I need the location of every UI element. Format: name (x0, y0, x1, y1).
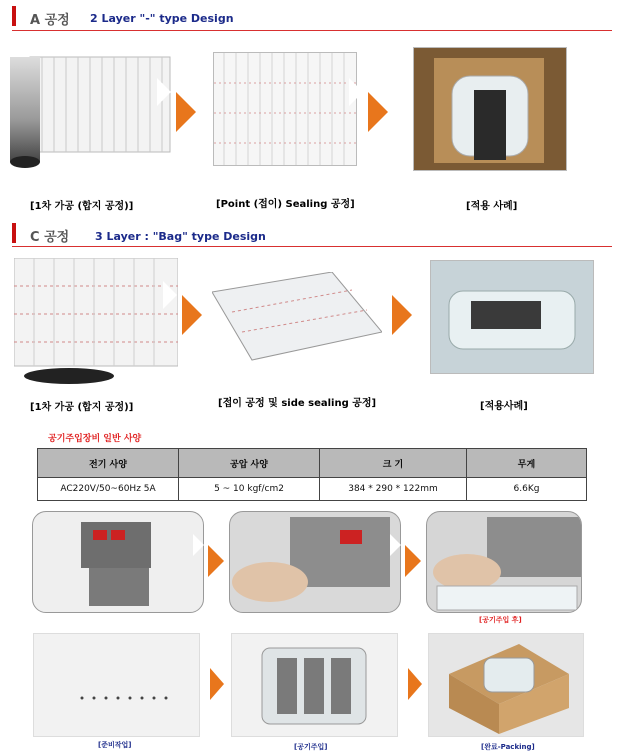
section-a-title: A 공정 (30, 13, 70, 28)
arrow-c2 (392, 295, 412, 335)
inflated-bag-photo (231, 633, 398, 737)
caption-inflation: [공기주입] (294, 743, 328, 751)
spec-header-electric: 전기 사양 (38, 449, 179, 478)
spec-header-size: 크 기 (320, 449, 467, 478)
inflating-photo (229, 511, 401, 613)
packing-photo (428, 633, 584, 737)
section-c-divider (12, 246, 612, 247)
film-roll-image-c (14, 258, 178, 386)
arrow-p3 (210, 668, 224, 700)
film-roll-image (10, 52, 175, 172)
arrow-c1 (182, 295, 202, 335)
section-a-subtitle: 2 Layer "-" type Design (90, 12, 234, 25)
prep-photo (33, 633, 200, 737)
spec-table (37, 448, 587, 501)
caption-prep: [준비작업] (98, 741, 132, 749)
application-photo-c (430, 260, 594, 374)
arrow-a2 (368, 92, 388, 132)
section-c-title: C 공정 (30, 230, 70, 245)
caption-a-2: [Point (접이) Sealing 공정] (216, 199, 355, 210)
spec-weight-value: 6.6Kg (467, 478, 587, 501)
arrow-p1 (208, 545, 224, 577)
caption-c-2: [접이 공정 및 side sealing 공정] (218, 398, 377, 409)
arrow-p4 (408, 668, 422, 700)
section-a-marker (12, 6, 16, 26)
fold-sealing-image (212, 272, 382, 362)
spec-pneumatic-value: 5 ~ 10 kgf/cm2 (179, 478, 320, 501)
arrow-a1 (176, 92, 196, 132)
caption-c-3: [적용사례] (480, 401, 528, 412)
caption-c-1: [1차 가공 (합지 공정)] (30, 402, 134, 413)
section-a-divider (12, 30, 612, 31)
spec-header-pneumatic: 공압 사양 (179, 449, 320, 478)
spec-electric-value: AC220V/50~60Hz 5A (38, 478, 179, 501)
caption-packing: [완료-Packing] (481, 743, 535, 751)
section-c-marker (12, 223, 16, 243)
point-sealing-image (213, 52, 357, 166)
spec-title: 공기주입장비 일반 사양 (48, 434, 142, 444)
spec-header-row (38, 449, 587, 478)
after-inflation-photo (426, 511, 582, 613)
application-photo-a (413, 47, 567, 171)
arrow-p2 (405, 545, 421, 577)
spec-size-value: 384 * 290 * 122mm (320, 478, 467, 501)
caption-after-inflation: [공기주입 후] (479, 616, 522, 624)
spec-header-weight: 무게 (467, 449, 587, 478)
machine-photo (32, 511, 204, 613)
section-c-subtitle: 3 Layer : "Bag" type Design (95, 230, 266, 243)
spec-value-row (38, 478, 587, 501)
caption-a-3: [적용 사례] (466, 201, 518, 212)
caption-a-1: [1차 가공 (합지 공정)] (30, 201, 134, 212)
